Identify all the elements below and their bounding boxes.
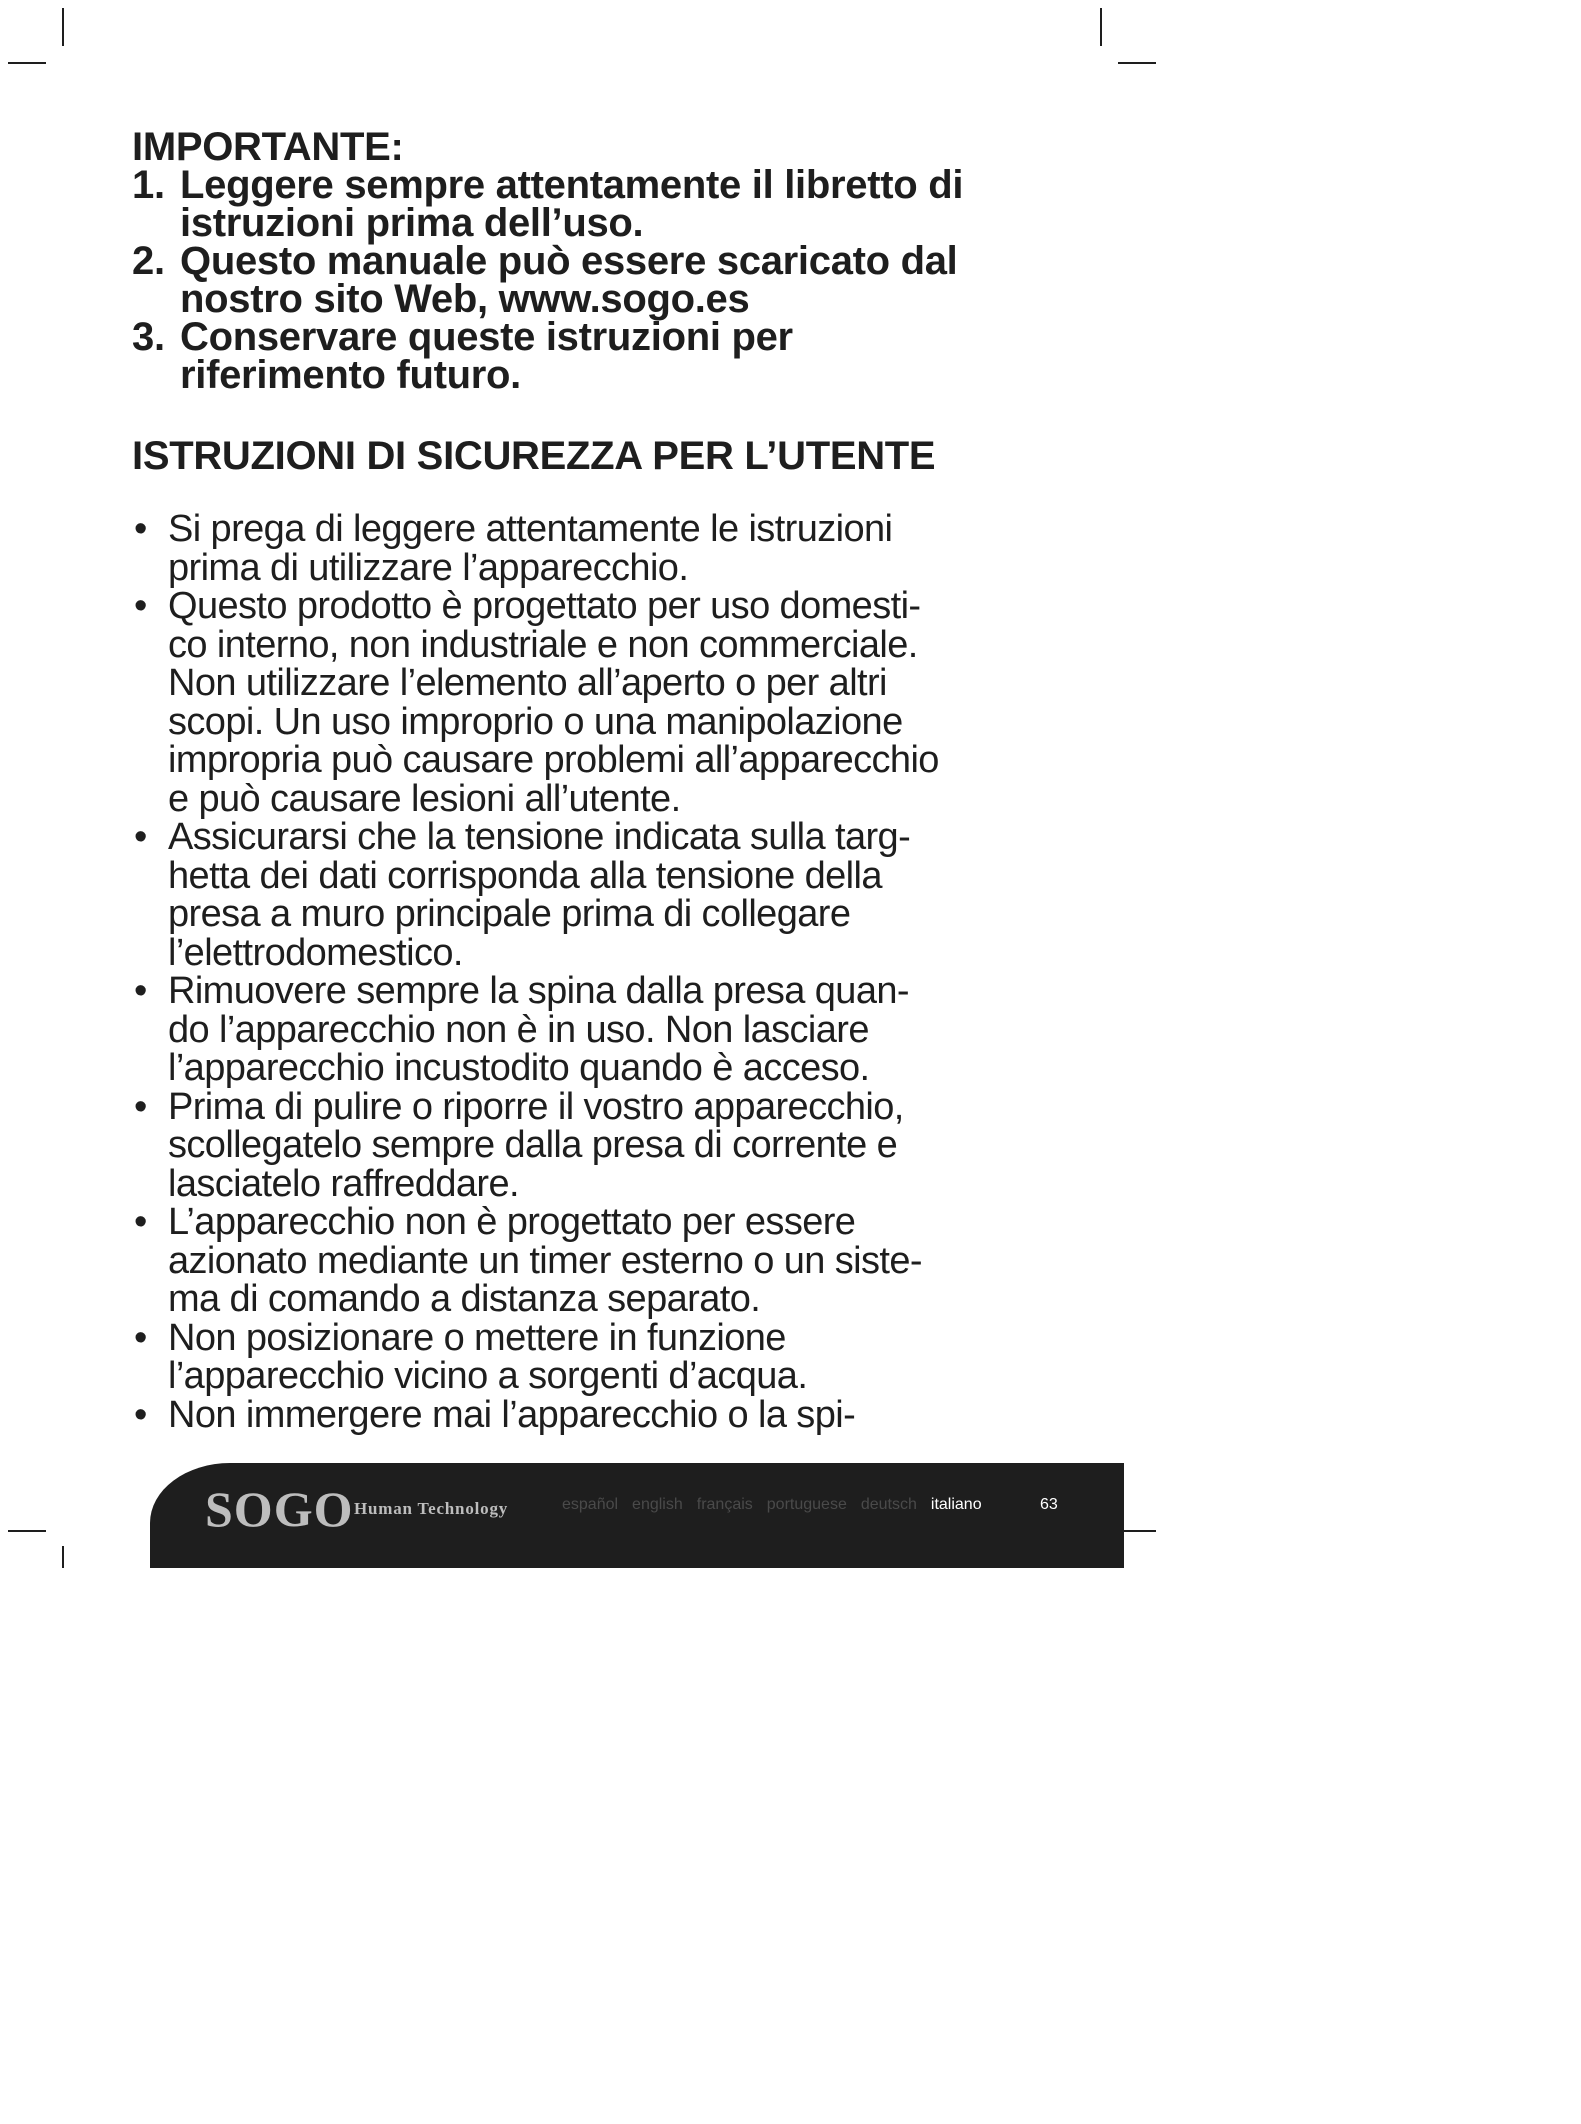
page-footer — [150, 1463, 1124, 1568]
crop-mark-top-right-vertical — [1100, 8, 1102, 46]
bullet-icon: • — [134, 1201, 147, 1243]
safety-item-line: lasciatelo raffreddare. — [168, 1162, 519, 1205]
safety-item-line: Questo prodotto è progettato per uso domesti- — [168, 585, 921, 627]
language-espanol: español — [562, 1496, 619, 1513]
crop-mark-top-right-horizontal — [1118, 62, 1156, 64]
safety-item-line: Assicurarsi che la tensione indicata sulla targ- — [168, 816, 911, 858]
important-item-line: Leggere sempre attentamente il libretto di — [180, 163, 964, 207]
important-section — [132, 125, 1052, 397]
safety-item-line: presa a muro principale prima di collegare — [168, 893, 851, 935]
safety-item-line: L’apparecchio non è progettato per essere — [168, 1201, 856, 1243]
safety-item — [132, 1316, 1052, 1397]
safety-item — [132, 1393, 1052, 1436]
safety-item-line: do l’apparecchio non è in uso. Non lasciare — [168, 1008, 869, 1051]
language-portuguese: portuguese — [766, 1496, 847, 1513]
safety-item — [132, 510, 1052, 587]
safety-item-line: azionato mediante un timer esterno o un siste- — [168, 1239, 922, 1282]
logo-tagline: Human Technology — [354, 1499, 509, 1518]
safety-item-line: Non utilizzare l’elemento all’aperto o per altri — [168, 662, 887, 704]
bullet-icon: • — [134, 585, 147, 627]
safety-item-line: e può causare lesioni all’utente. — [168, 777, 681, 820]
important-item-line: nostro sito Web, www.sogo.es — [180, 277, 750, 321]
important-item-line: istruzioni prima dell’uso. — [180, 201, 644, 245]
bullet-icon: • — [134, 816, 147, 858]
bullet-icon: • — [134, 1393, 147, 1436]
bullet-icon: • — [134, 970, 147, 1012]
safety-item-line: impropria può causare problemi all’apparecchio — [168, 739, 939, 781]
important-list — [132, 163, 1052, 397]
language-francais: français — [696, 1496, 753, 1513]
safety-item-line: l’apparecchio vicino a sorgenti d’acqua. — [168, 1355, 808, 1397]
language-italiano: italiano — [930, 1496, 982, 1513]
important-item-number: 2. — [132, 239, 165, 283]
page-content — [132, 125, 1052, 1436]
safety-item-line: Prima di pulire o riporre il vostro apparecchio, — [168, 1085, 904, 1128]
safety-item-line: hetta dei dati corrisponda alla tensione della — [168, 854, 882, 897]
safety-item-line: Rimuovere sempre la spina dalla presa quan- — [168, 970, 909, 1012]
important-item — [132, 239, 1052, 321]
safety-section — [132, 436, 1052, 1434]
bullet-icon: • — [134, 508, 147, 550]
safety-item-line: prima di utilizzare l’apparecchio. — [168, 546, 689, 589]
safety-item-line: Non posizionare o mettere in funzione — [168, 1316, 786, 1359]
crop-mark-top-left-vertical — [62, 8, 64, 46]
safety-item-line: Si prega di leggere attentamente le istruzioni — [168, 508, 893, 550]
crop-mark-bottom-left-vertical — [62, 1546, 64, 1568]
safety-item — [132, 972, 1052, 1088]
language-deutsch: deutsch — [860, 1496, 917, 1513]
safety-item-line: scollegatelo sempre dalla presa di corrente e — [168, 1124, 898, 1166]
important-item-number: 3. — [132, 315, 165, 359]
important-heading: IMPORTANTE: — [132, 125, 404, 169]
language-index — [562, 1495, 1002, 1515]
bullet-icon: • — [134, 1085, 147, 1128]
safety-item — [132, 587, 1052, 818]
important-item-line: riferimento futuro. — [180, 353, 521, 397]
safety-item-line: Non immergere mai l’apparecchio o la spi- — [168, 1393, 856, 1436]
page-number: 63 — [1040, 1496, 1058, 1513]
important-item — [132, 315, 1052, 397]
safety-item — [132, 1085, 1052, 1205]
crop-mark-top-left-horizontal — [8, 62, 46, 64]
safety-list — [132, 510, 1052, 1434]
important-item — [132, 163, 1052, 245]
safety-item — [132, 1203, 1052, 1319]
important-item-number: 1. — [132, 163, 165, 207]
safety-item — [132, 818, 1052, 972]
sogo-logo: SOGO — [205, 1481, 354, 1537]
bullet-icon: • — [134, 1316, 147, 1359]
language-english: english — [632, 1496, 683, 1513]
safety-item-line: l’elettrodomestico. — [168, 931, 463, 974]
safety-item-line: scopi. Un uso improprio o una manipolazione — [168, 700, 903, 743]
safety-heading: ISTRUZIONI DI SICUREZZA PER L’UTENTE — [132, 434, 936, 478]
safety-item-line: l’apparecchio incustodito quando è acceso. — [168, 1047, 870, 1089]
safety-item-line: co interno, non industriale e non commerciale. — [168, 623, 918, 666]
important-item-line: Questo manuale può essere scaricato dal — [180, 239, 958, 283]
important-item-line: Conservare queste istruzioni per — [180, 315, 793, 359]
crop-mark-bottom-left-horizontal — [8, 1530, 46, 1532]
safety-item-line: ma di comando a distanza separato. — [168, 1278, 761, 1320]
